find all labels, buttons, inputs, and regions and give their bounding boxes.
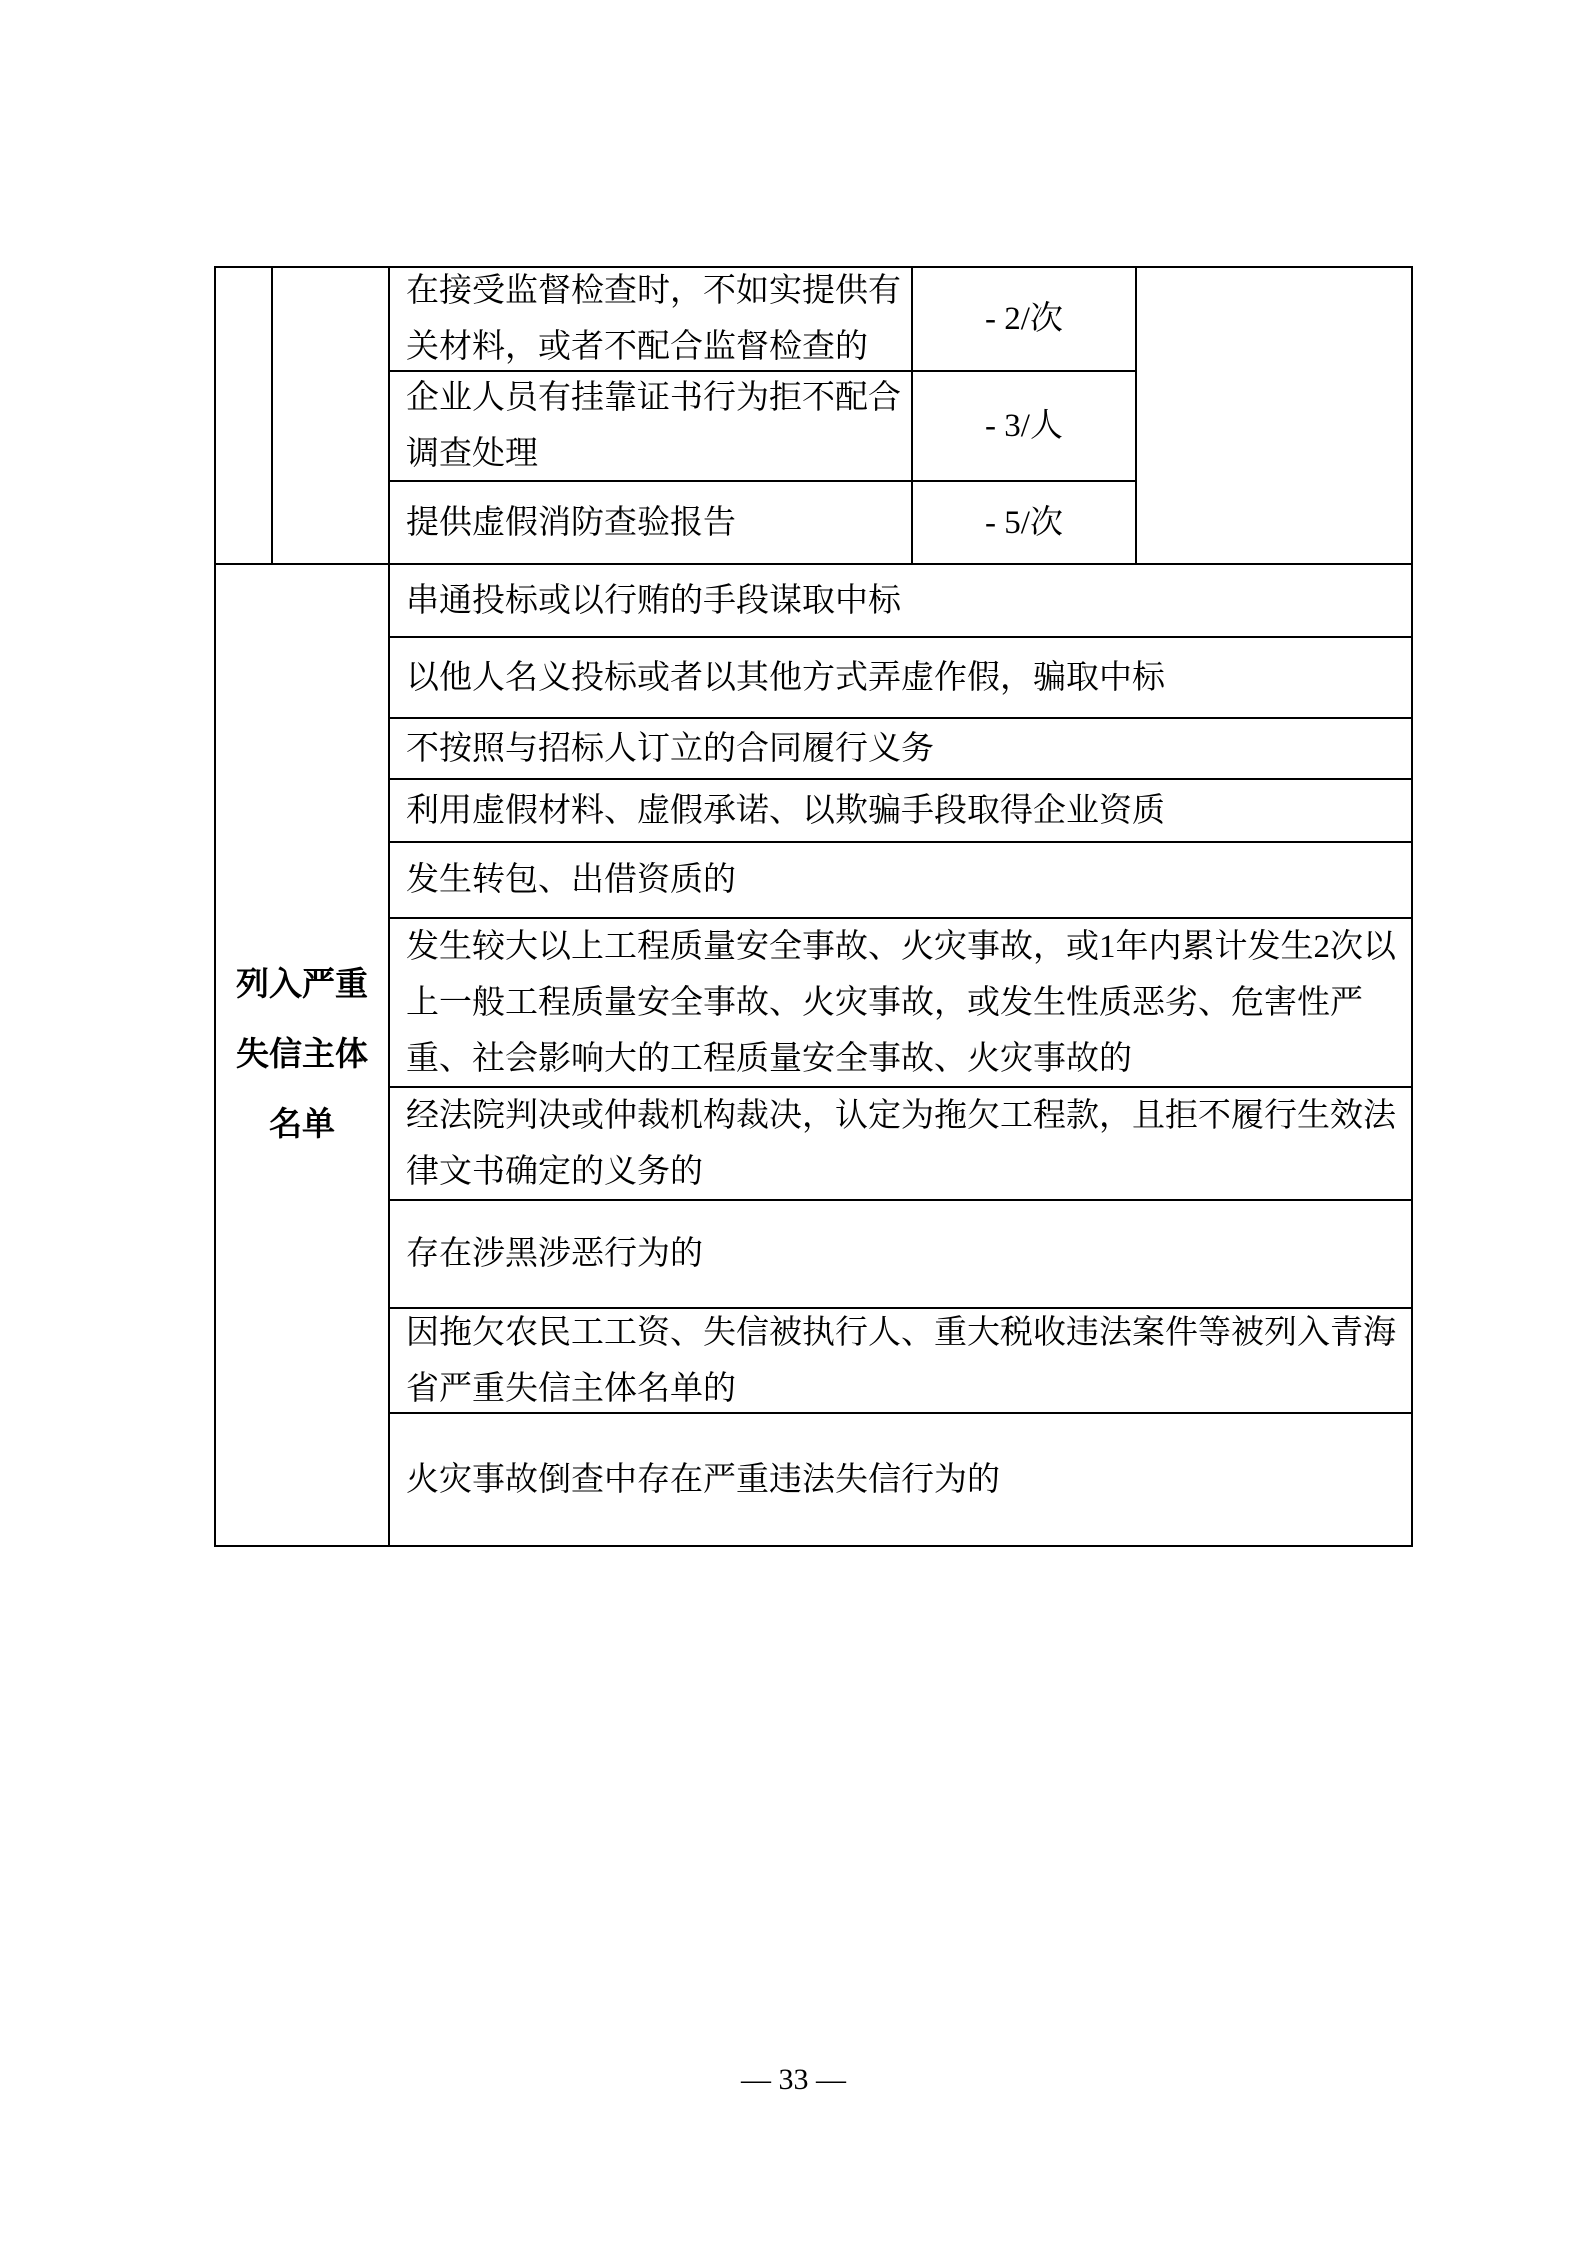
score-cell: - 2/次: [913, 268, 1137, 372]
empty-remarks-cell: [1137, 268, 1411, 565]
violation-cell: 发生较大以上工程质量安全事故、火灾事故，或1年内累计发生2次以上一般工程质量安全事故、火灾事故，或发生性质恶劣、危害性严重、社会影响大的工程质量安全事故、火灾事故的: [390, 919, 1411, 1088]
category-label-cell: 列入严重失信主体名单: [216, 565, 390, 1545]
violation-score-table: [214, 266, 1413, 1547]
violation-cell: 火灾事故倒查中存在严重违法失信行为的: [406, 1461, 1000, 1498]
score-cell: - 3/人: [913, 372, 1137, 482]
violation-cell: 提供虚假消防查验报告: [390, 482, 913, 565]
violation-cell: 在接受监督检查时，不如实提供有关材料，或者不配合监督检查的: [390, 268, 913, 372]
page-number: — 33 —: [741, 2063, 846, 2096]
violation-cell: 因拖欠农民工工资、失信被执行人、重大税收违法案件等被列入青海省严重失信主体名单的: [390, 1309, 1411, 1414]
violation-cell: 利用虚假材料、虚假承诺、以欺骗手段取得企业资质: [390, 780, 1411, 843]
violation-cell: 企业人员有挂靠证书行为拒不配合调查处理: [390, 372, 913, 482]
empty-category-cell: [273, 268, 390, 565]
empty-index-cell: [216, 268, 273, 565]
score-cell: - 5/次: [913, 482, 1137, 565]
violation-cell: 以他人名义投标或者以其他方式弄虚作假，骗取中标: [390, 638, 1411, 719]
table-section-serious-dishonesty: [216, 565, 1411, 1545]
violation-cell: 串通投标或以行贿的手段谋取中标: [390, 565, 1411, 638]
violation-cell: 存在涉黑涉恶行为的: [390, 1201, 1411, 1309]
table-section-continuation: [216, 268, 1411, 565]
violation-cell: 不按照与招标人订立的合同履行义务: [390, 719, 1411, 780]
violation-cell: 经法院判决或仲裁机构裁决，认定为拖欠工程款，且拒不履行生效法律文书确定的义务的: [390, 1088, 1411, 1201]
violation-cell: 发生转包、出借资质的: [390, 843, 1411, 919]
